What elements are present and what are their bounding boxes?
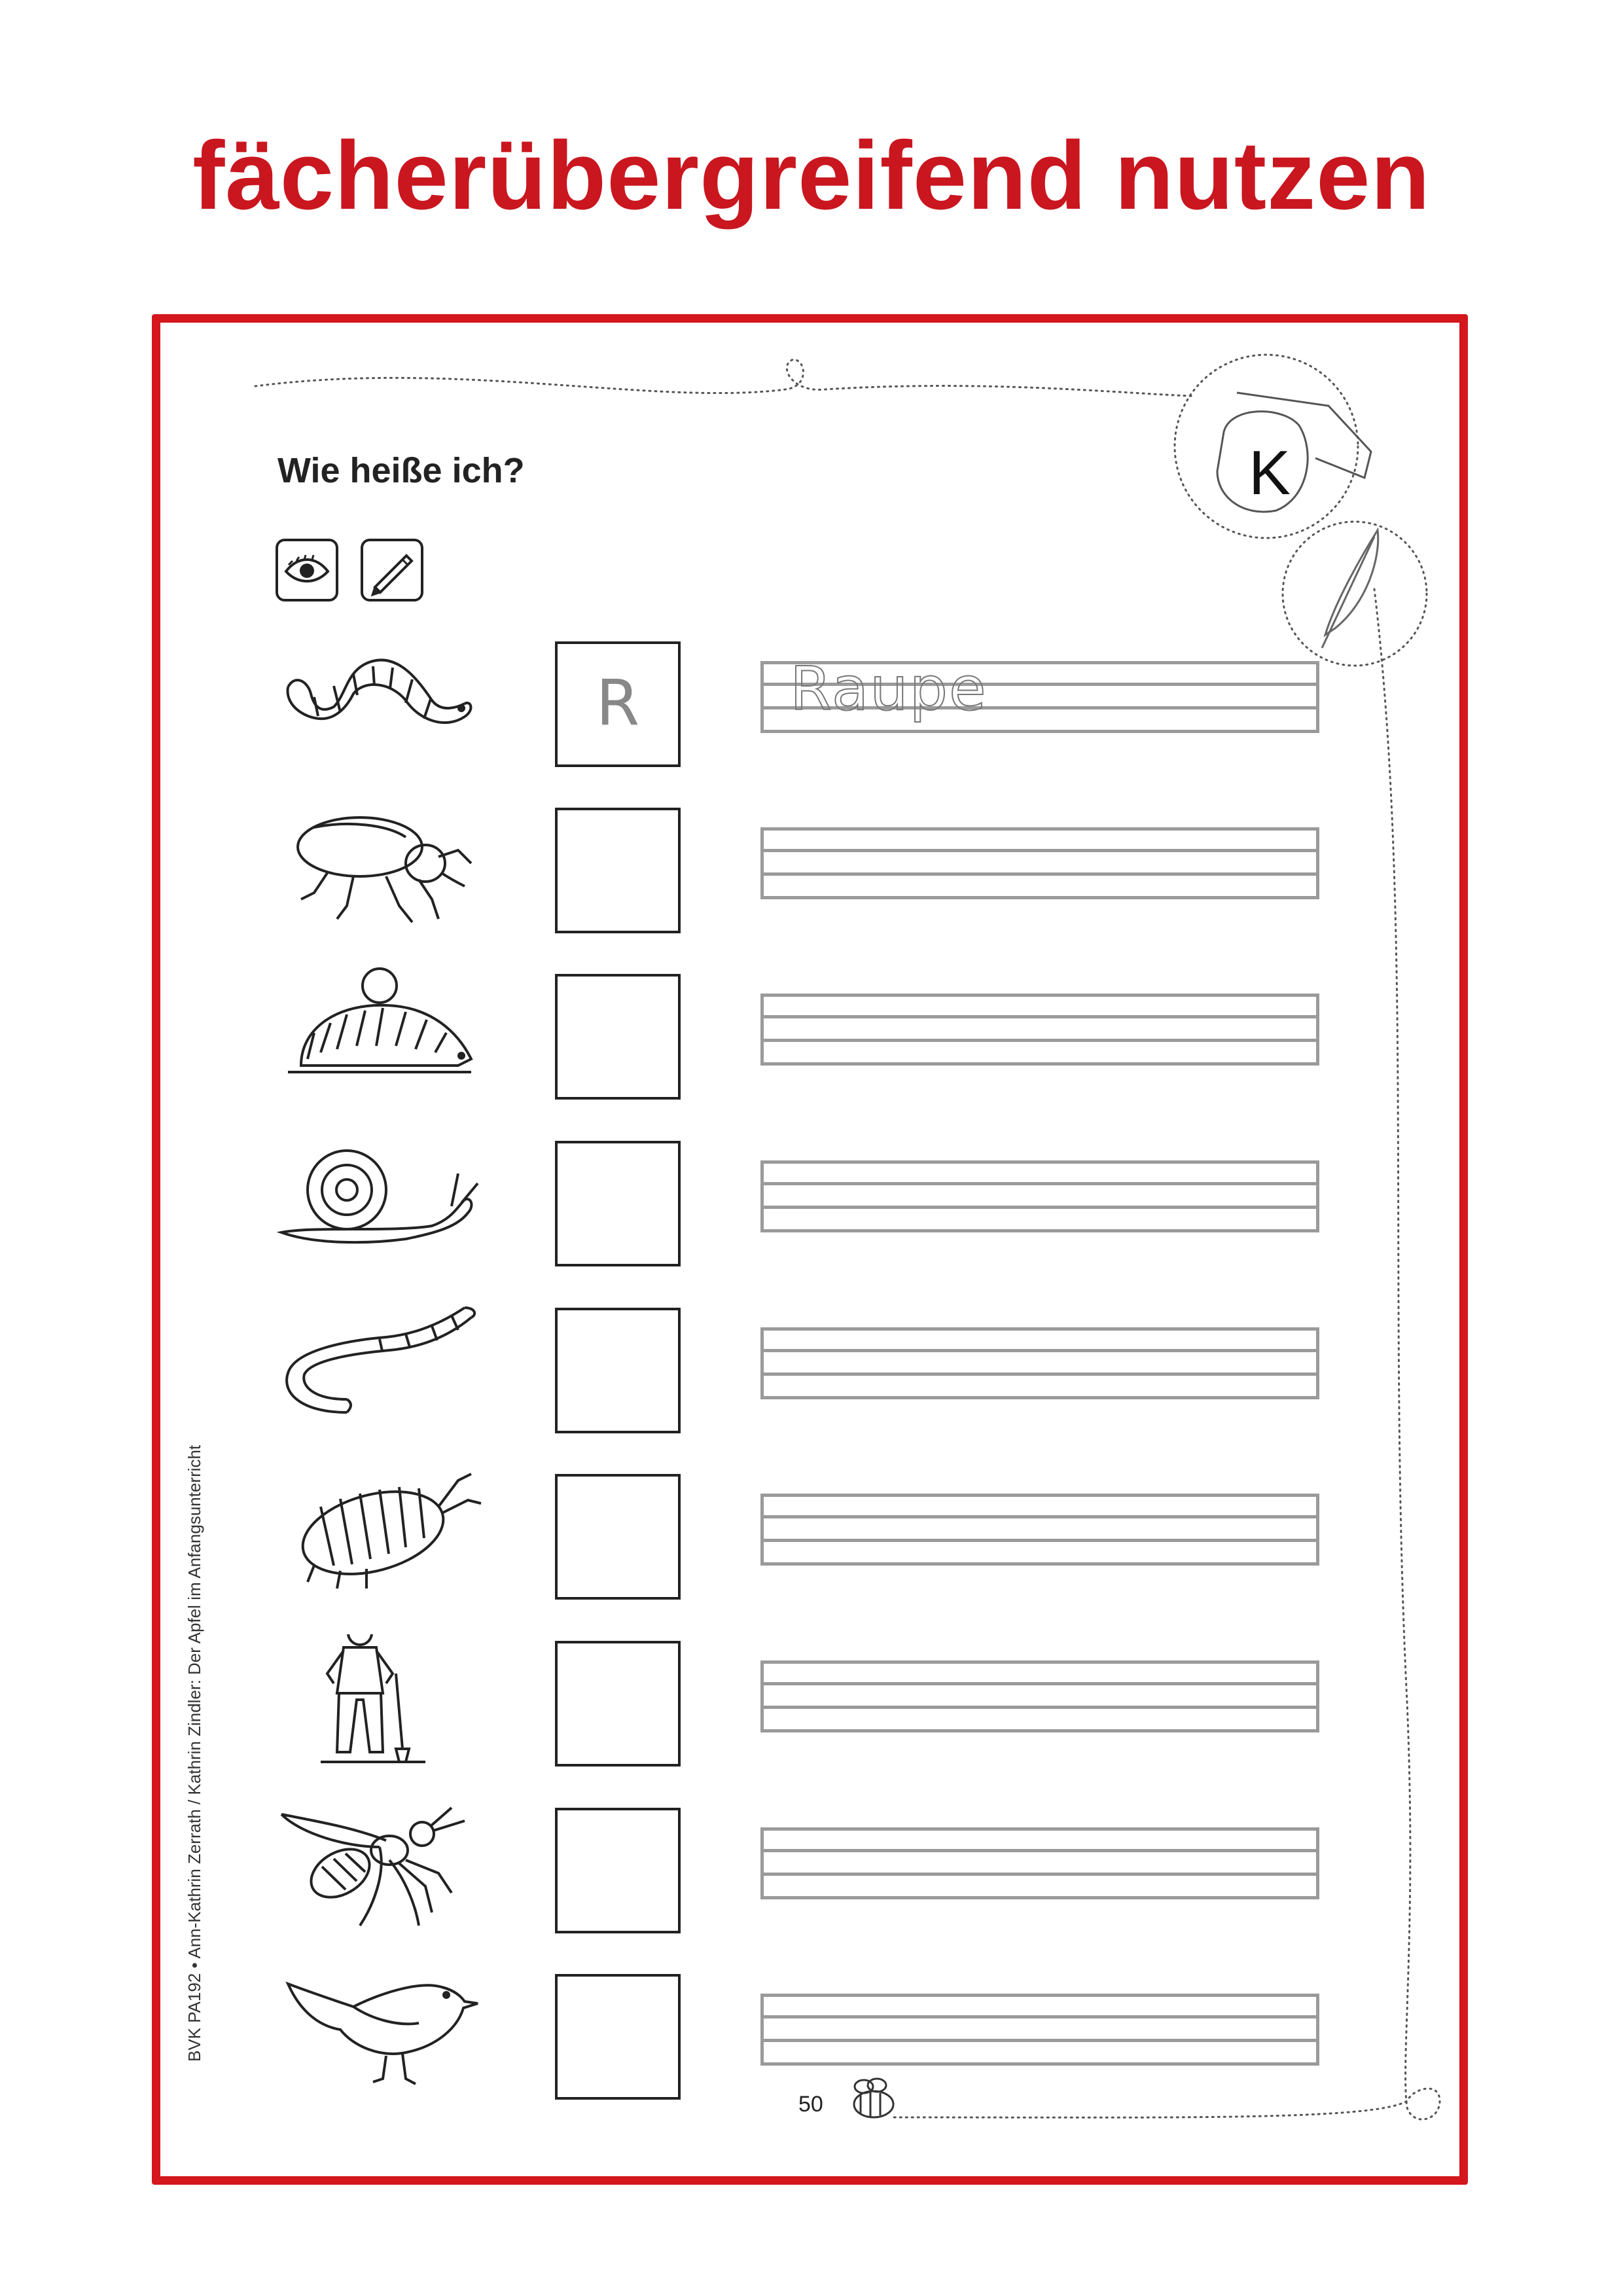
eye-icon (276, 539, 338, 601)
word-row (0, 1467, 1623, 1598)
writing-lines[interactable] (760, 1494, 1319, 1566)
initial-letter-box[interactable] (555, 1808, 681, 1933)
word-row (0, 635, 1623, 766)
caterpillar-icon (275, 635, 484, 766)
initial-letter-box[interactable] (555, 1474, 681, 1600)
writing-lines[interactable] (760, 1160, 1319, 1232)
writing-lines[interactable] (760, 1327, 1319, 1399)
page-number: 50 (798, 2092, 823, 2117)
traced-word: Raupe (790, 654, 988, 724)
initial-letter-box[interactable] (555, 974, 681, 1100)
bird-icon (275, 1967, 484, 2098)
hedgehog-icon (275, 967, 484, 1098)
word-row (0, 801, 1623, 932)
page-headline: fächerübergreifend nutzen (192, 122, 1431, 230)
wasp-icon (275, 1801, 484, 1932)
woodlouse-icon (275, 1467, 484, 1598)
worksheet-title: Wie heiße ich? (277, 451, 525, 490)
initial-letter-box[interactable] (555, 641, 681, 767)
gardener-icon (275, 1634, 484, 1765)
word-row (0, 1801, 1623, 1932)
writing-lines[interactable] (760, 1994, 1319, 2066)
writing-lines[interactable] (760, 1827, 1319, 1899)
initial-letter-box[interactable] (555, 1308, 681, 1433)
initial-letter-box[interactable] (555, 1974, 681, 2100)
writing-lines[interactable] (760, 654, 1319, 733)
initial-letter: R (596, 666, 640, 740)
corner-letter: K (1249, 438, 1291, 508)
word-row (0, 1967, 1623, 2098)
initial-letter-box[interactable] (555, 1641, 681, 1767)
writing-lines[interactable] (760, 994, 1319, 1066)
word-row (0, 1134, 1623, 1265)
writing-lines[interactable] (760, 827, 1319, 899)
word-row (0, 967, 1623, 1098)
beetle-icon (275, 801, 484, 932)
initial-letter-box[interactable] (555, 1141, 681, 1266)
writing-lines[interactable] (760, 1660, 1319, 1732)
snail-icon (275, 1134, 484, 1265)
publisher-credit: BVK PA192 • Ann-Kathrin Zerrath / Kathrin Zindler: Der Apfel im Anfangsunterricht (185, 1444, 204, 2062)
pencil-icon (361, 539, 423, 601)
word-row (0, 1301, 1623, 1432)
word-row (0, 1634, 1623, 1765)
worm-icon (275, 1301, 484, 1432)
initial-letter-box[interactable] (555, 808, 681, 933)
